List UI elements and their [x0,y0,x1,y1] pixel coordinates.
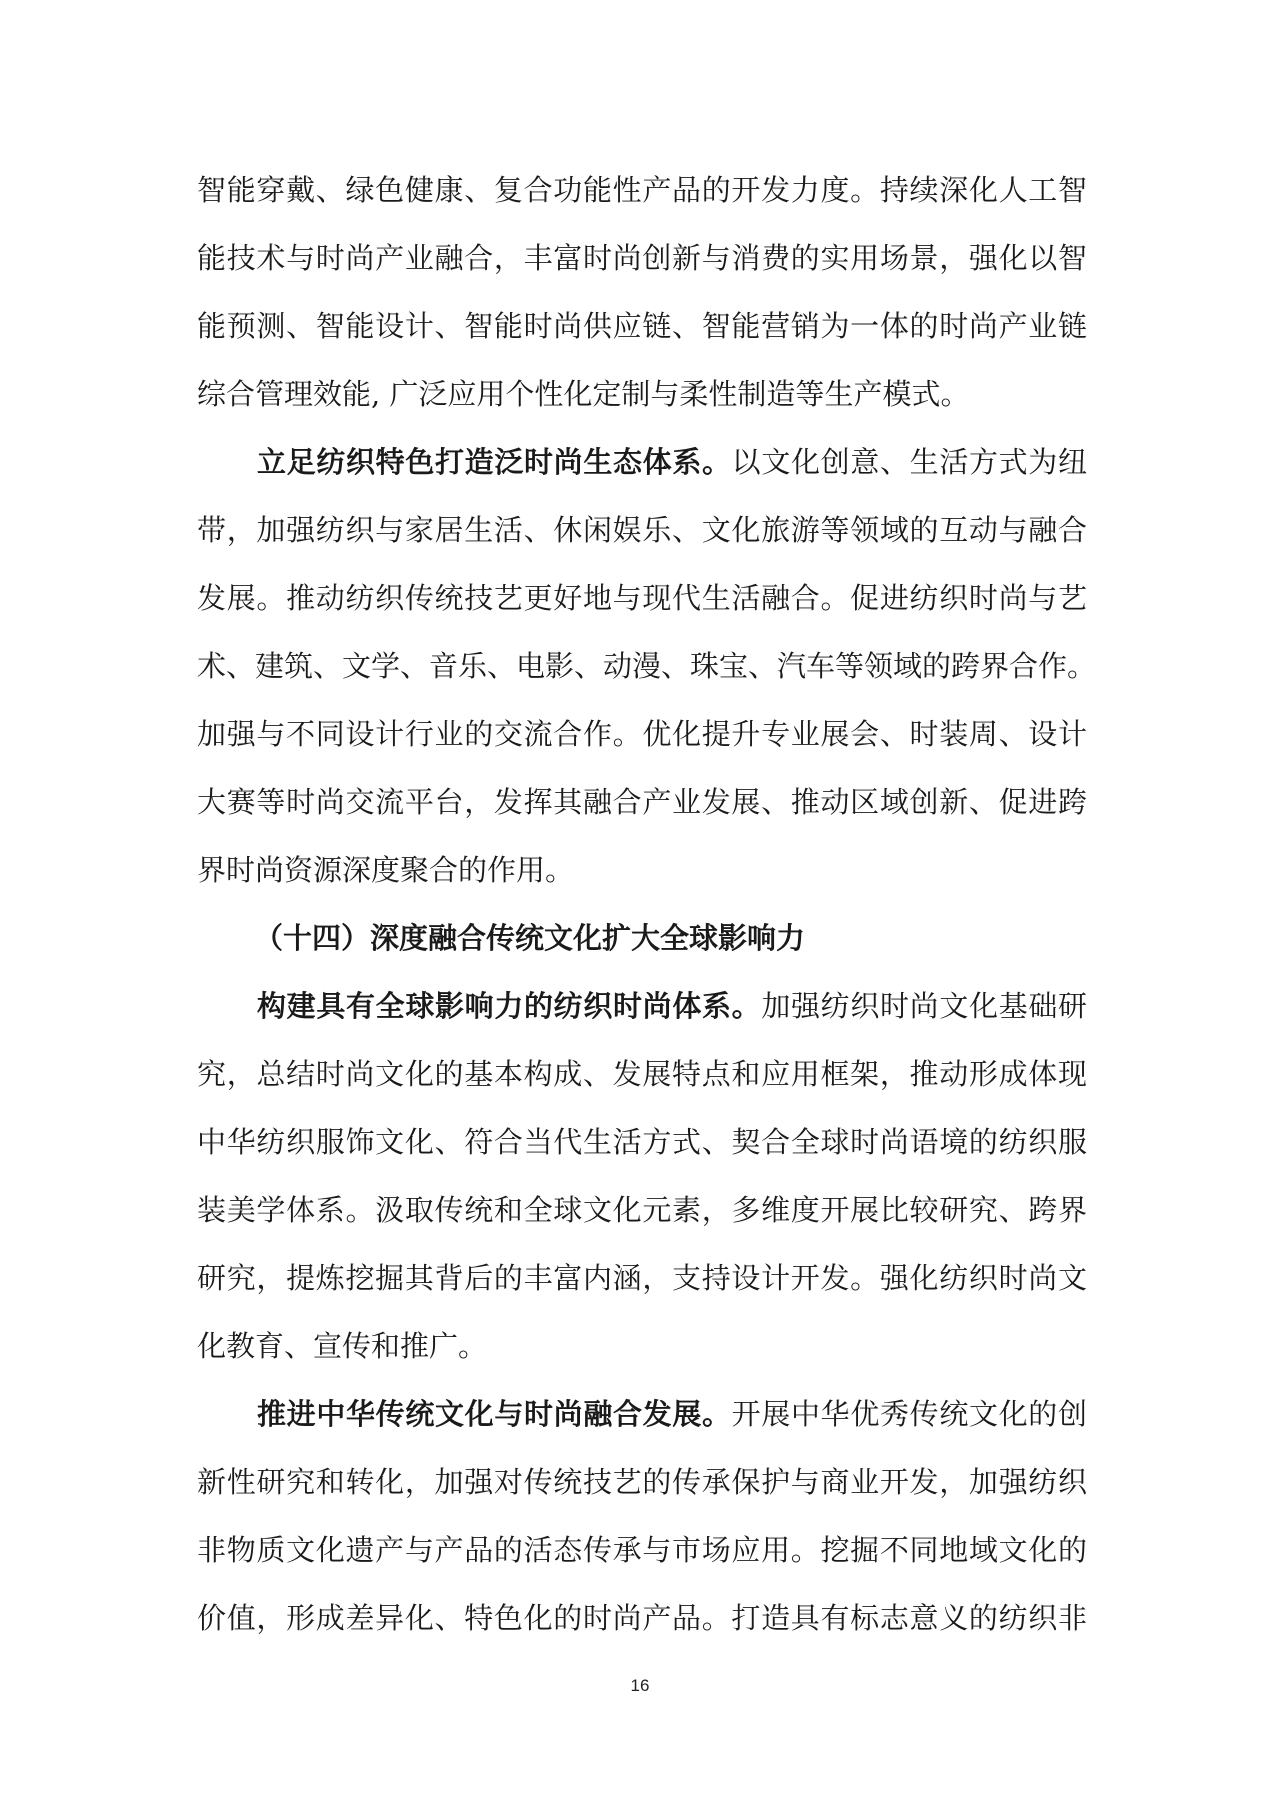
text-line [197,435,1087,503]
paragraph-global-fashion-system [197,979,1087,1387]
text-line: 价值，形成差异化、特色化的时尚产品。打造具有标志意义的纺织非 [197,1601,1087,1635]
text-line: 综合管理效能, 广泛应用个性化定制与柔性制造等生产模式。 [197,377,970,411]
paragraph-text: 以文化创意、生活方式为纽 [731,445,1087,479]
text-line: 发展。推动纺织传统技艺更好地与现代生活融合。促进纺织时尚与艺 [197,581,1087,615]
paragraph-text: 加强纺织时尚文化基础研 [761,989,1087,1023]
text-line: 究，总结时尚文化的基本构成、发展特点和应用框架，推动形成体现 [197,1057,1087,1091]
text-line: 界时尚资源深度聚合的作用。 [197,853,575,887]
paragraph-pan-fashion-ecosystem [197,435,1097,911]
text-line: 非物质文化遗产与产品的活态传承与市场应用。挖掘不同地域文化的 [197,1533,1087,1567]
text-line: 新性研究和转化，加强对传统技艺的传承保护与商业开发，加强纺织 [197,1465,1087,1499]
paragraph-lead: 构建具有全球影响力的纺织时尚体系。 [257,989,762,1023]
text-line: 术、建筑、文学、音乐、电影、动漫、珠宝、汽车等领域的跨界合作。 [197,649,1097,683]
text-line: 化教育、宣传和推广。 [197,1329,488,1363]
paragraph-text: 开展中华优秀传统文化的创 [731,1397,1087,1431]
paragraph-lead: 立足纺织特色打造泛时尚生态体系。 [257,445,732,479]
text-line [197,979,1087,1047]
text-line: 装美学体系。汲取传统和全球文化元素，多维度开展比较研究、跨界 [197,1193,1087,1227]
text-line: 研究，提炼挖掘其背后的丰富内涵，支持设计开发。强化纺织时尚文 [197,1261,1087,1295]
text-line: 中华纺织服饰文化、符合当代生活方式、契合全球时尚语境的纺织服 [197,1125,1087,1159]
text-line: 能技术与时尚产业融合，丰富时尚创新与消费的实用场景，强化以智 [197,241,1087,275]
text-line: 加强与不同设计行业的交流合作。优化提升专业展会、时装周、设计 [197,717,1087,751]
text-line: 智能穿戴、绿色健康、复合功能性产品的开发力度。持续深化人工智 [197,173,1087,207]
text-line: 带，加强纺织与家居生活、休闲娱乐、文化旅游等领域的互动与融合 [197,513,1087,547]
paragraph-traditional-culture-fusion [197,1387,1087,1659]
text-line [197,1387,1087,1455]
body-text [197,163,1097,1659]
text-line: 大赛等时尚交流平台，发挥其融合产业发展、推动区域创新、促进跨 [197,785,1087,819]
paragraph-lead: 推进中华传统文化与时尚融合发展。 [257,1397,732,1431]
text-line: 能预测、智能设计、智能时尚供应链、智能营销为一体的时尚产业链 [197,309,1087,343]
section-heading: （十四）深度融合传统文化扩大全球影响力 [254,921,806,955]
paragraph-product-development [197,163,1087,435]
page-number: 16 [630,1676,650,1695]
